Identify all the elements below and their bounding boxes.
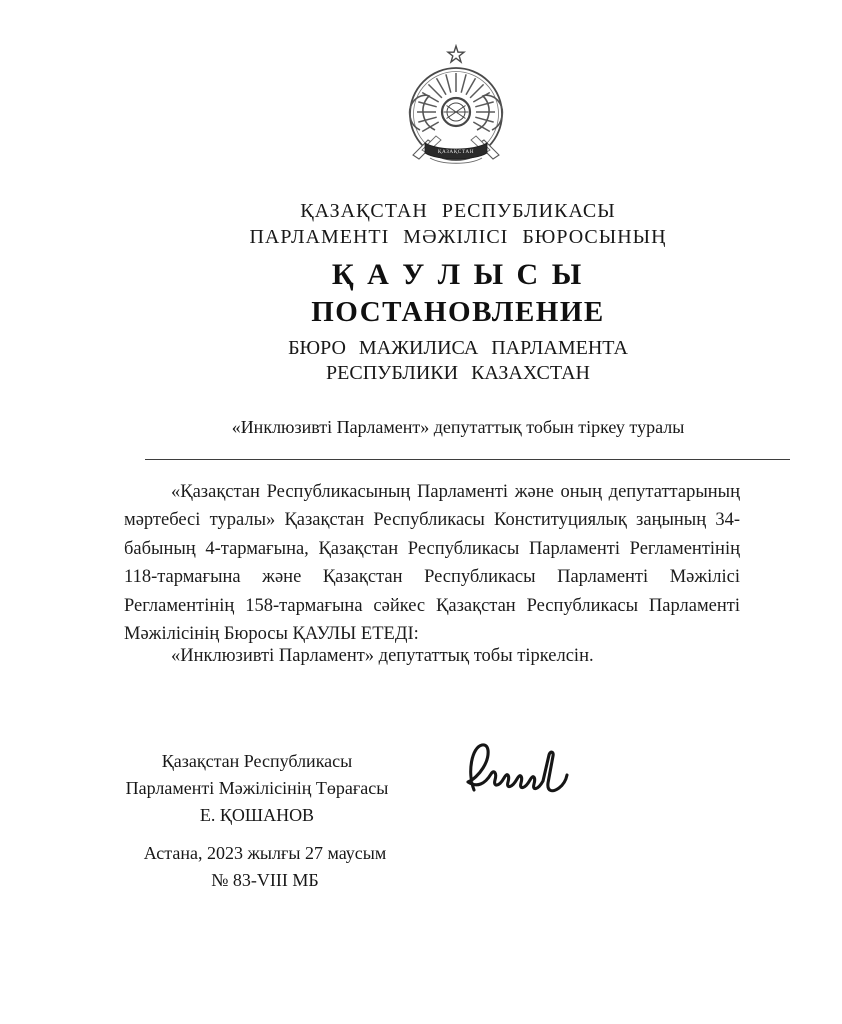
header-org-ru-line1: БЮРО МАЖИЛИСА ПАРЛАМЕНТА [288,337,628,359]
handwritten-signature-svg [452,724,632,812]
signature-block [112,748,402,829]
emblem-banner-text: ҚАЗАҚСТАН [437,149,475,155]
signatory-org-line1: Қазақстан Республикасы [161,751,353,771]
emblem-wings [410,95,503,130]
header-org-kk-line1: ҚАЗАҚСТАН РЕСПУБЛИКАСЫ [300,200,616,222]
handwritten-signature-icon [452,724,632,812]
header-org-ru-line2: РЕСПУБЛИКИ КАЗАХСТАН [326,362,590,384]
document-number: № 83-VIII МБ [211,870,319,890]
subject-divider-rule [145,459,790,460]
signatory-name: Е. ҚОШАНОВ [199,805,315,825]
kazakhstan-emblem-svg [396,44,516,172]
emblem-star [448,46,464,62]
document-subject: «Инклюзивті Парламент» депутаттық тобын тіркеу туралы [231,417,685,437]
header-org-russian [155,336,761,386]
footer-block [122,840,408,894]
doc-title-kazakh: Қ А У Л Ы С Ы [331,258,585,291]
kazakhstan-emblem-icon [396,44,516,172]
resolution-sentence: «Инклюзивті Парламент» депутаттық тобы тіркелсін. [171,646,594,666]
emblem-shanyrak [442,98,470,126]
body-paragraph: «Қазақстан Республикасының Парламенті және оның депутаттарының мәртебесі туралы» Қазақстан Республикасы Конституциялық заңының 34-бабының 4-тармағына, Қазақстан Республикасы Парламенті Регламентінің 118-тармағына және Қазақстан Республикасы Парламенті Мәжілісі Регламентінің 158-тармағына сәйкес Қазақстан Республикасы Парламенті Мәжілісінің Бюросы ҚАУЛЫ ЕТЕДІ: [124,482,740,645]
place-and-date: Астана, 2023 жылғы 27 маусым [143,843,387,863]
doc-title-russian: ПОСТАНОВЛЕНИЕ [311,296,605,328]
header-org-kazakh [155,198,761,250]
header-org-kk-line2: ПАРЛАМЕНТІ МӘЖІЛІСІ БЮРОСЫНЫҢ [249,226,667,248]
signatory-org-line2: Парламенті Мәжілісінің Төрағасы [125,778,389,798]
